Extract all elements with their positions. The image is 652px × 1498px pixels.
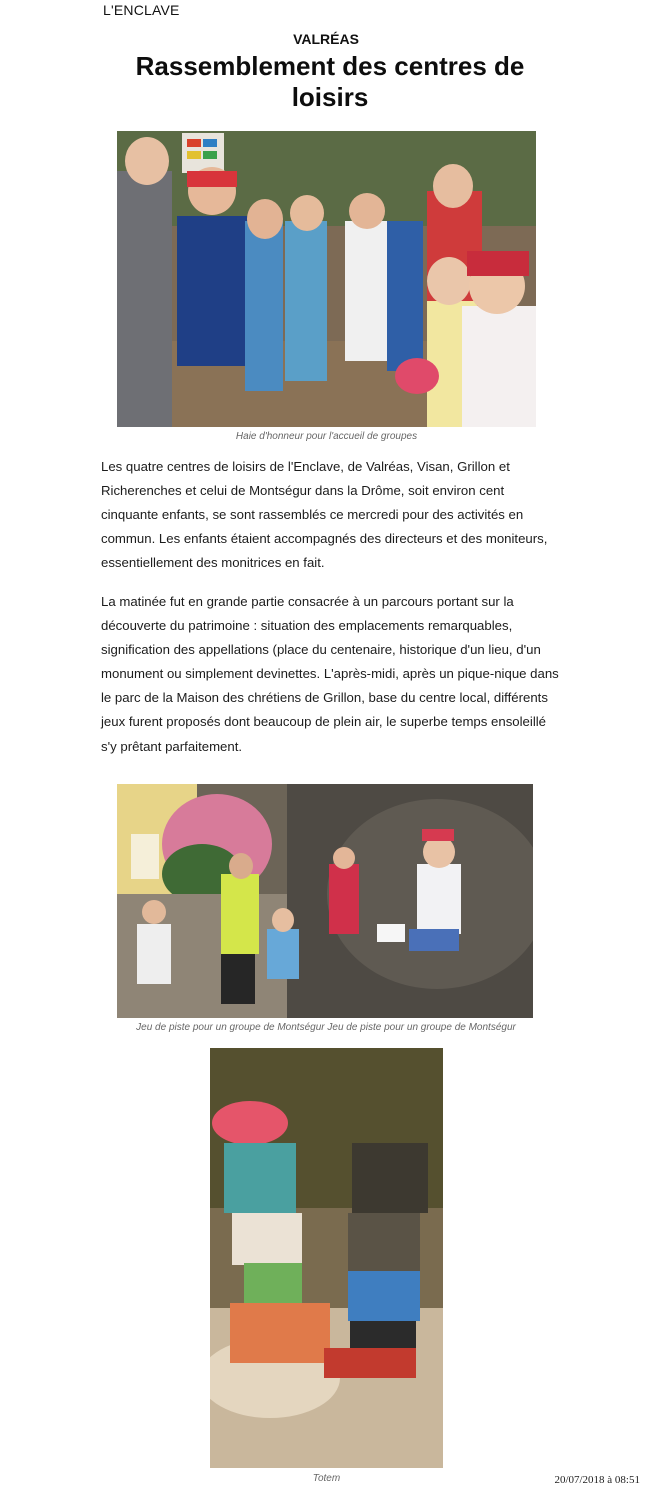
section-label: L'ENCLAVE	[103, 2, 180, 18]
photo-totem	[210, 1048, 443, 1468]
photo-totem-caption: Totem	[312, 1473, 341, 1484]
photo-children-group	[117, 131, 536, 427]
photo-treasure-hunt-image	[117, 784, 533, 1018]
article-headline: Rassemblement des centres de loisirs	[135, 51, 525, 112]
article-paragraph-2: La matinée fut en grande partie consacrée à un parcours portant sur la découverte du patrimoine : situation des emplacements remarquables, signification des appellations (place du centenaire, historique d'un lieu, d'un monument ou simplement devinettes. L'après-midi, après un pique-nique dans le parc de la Maison des chrétiens de Grillon, base du centre local, différents jeux furent proposés dont beaucoup de plein air, le superbe temps ensoleillé s'y prêtant parfaitement.	[101, 594, 559, 754]
photo-children-group-caption: Haie d'honneur pour l'accueil de groupes	[235, 431, 418, 442]
article-kicker: VALRÉAS	[293, 31, 359, 47]
photo-children-group-image	[117, 131, 536, 427]
print-timestamp: 20/07/2018 à 08:51	[554, 1474, 640, 1486]
photo-treasure-hunt	[117, 784, 533, 1018]
photo-totem-image	[210, 1048, 443, 1468]
photo-treasure-hunt-caption: Jeu de piste pour un groupe de Montségur Jeu de piste pour un groupe de Montségur	[136, 1022, 516, 1033]
article-paragraph-1: Les quatre centres de loisirs de l'Enclave, de Valréas, Visan, Grillon et Richerenches et celui de Montségur dans la Drôme, soit environ cent cinquante enfants, se sont rassemblés ce mercredi pour des activités en commun. Les enfants étaient accompagnés des directeurs et des moniteurs, essentiellement des monitrices en fait.	[101, 459, 548, 571]
